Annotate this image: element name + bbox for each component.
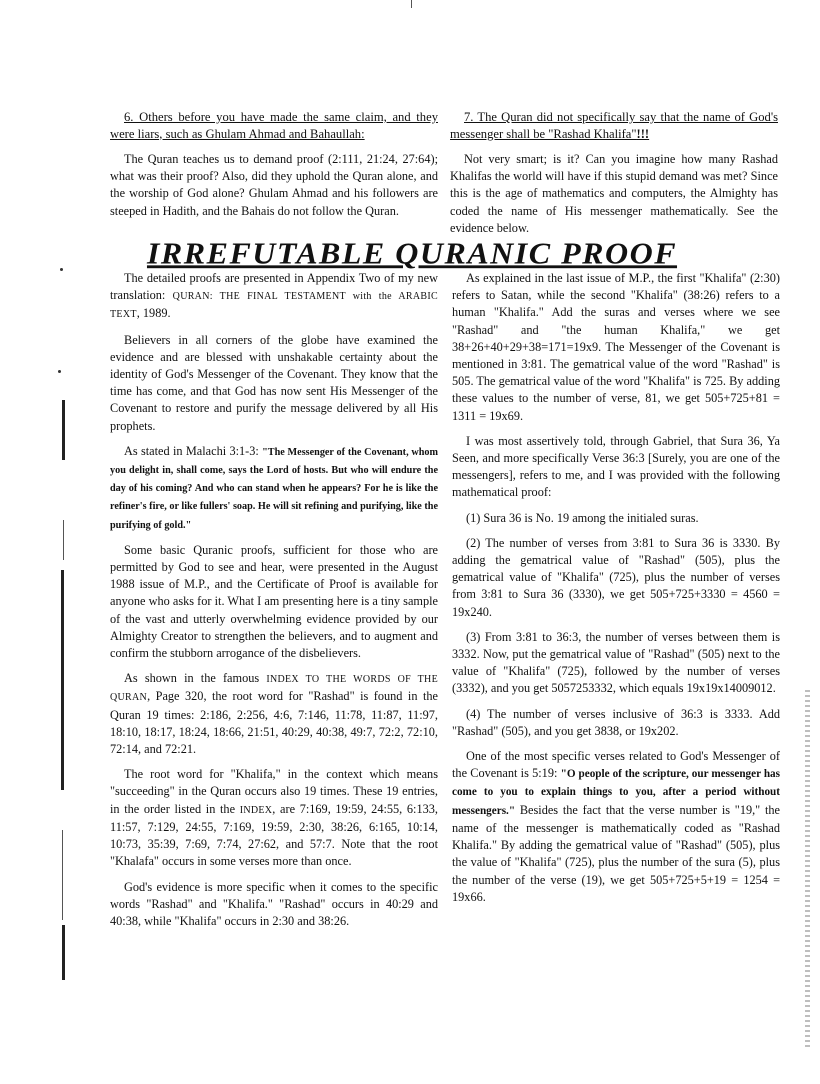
paragraph: God's evidence is more specific when it comes to the specific words "Rashad" and "Khalifa." "Rashad" occurs in 40:29 and 40:38, while "Khalifa" occurs in 2:30 and 38:26. [110, 879, 438, 928]
proof-item-1: (1) Sura 36 is No. 19 among the initialed suras. [466, 510, 699, 525]
scan-edge-mark [62, 830, 63, 920]
paragraph: One of the most specific verses related to God's Messenger of the Covenant is 5:19: "O people of the scripture, our messenger has come to you to explain things to you, after a period without messengers." Besides the fact that the verse number is "19," the name of the messenger is mathematically coded as "Rashad Khalifa." By adding the gematrical value of "Rashad" (505), plus the value of "Khalifa" (725), plus the number of the sura (5), plus the number of the verse (19), we get 505+725+5+19 = 1254 = 19x66. [452, 749, 781, 904]
scan-edge-mark [63, 520, 64, 560]
scan-speck [60, 268, 63, 271]
malachi-quote: "The Messenger of the Covenant, whom you delight in, shall come, says the Lord of hosts. But who will endure the day of his coming? And who can stand when he appears? For he is like the refiner's fire, or like fullers' soap. He will sit refining and purifying, like the purifying of gold." [110, 446, 438, 531]
left-body-column [110, 270, 438, 938]
malachi-paragraph: As stated in Malachi 3:1-3: "The Messenger of the Covenant, whom you delight in, shall come, says the Lord of hosts. But who will endure the day of his coming? And who can stand when he appears? For he is like the refiner's fire, or like fullers' soap. He will sit refining and purifying, like the purifying of gold." [110, 443, 438, 531]
paragraph: I was most assertively told, through Gabriel, that Sura 36, Ya Seen, and more specifically Verse 36:3 [Surely, you are one of the messengers], refers to me, and I was provided with the following mathematical proof: [452, 433, 780, 500]
section-7-heading: 7. The Quran did not specifically say that the name of God's messenger shall be "Rashad Khalifa"!!! [450, 110, 778, 141]
paragraph: Some basic Quranic proofs, sufficient for those who are permitted by God to see and hear, were presented in the August 1988 issue of M.P., and the Certificate of Proof is available for anyone who asks for it. What I am presenting here is a tiny sample of the vast and utterly overwhelming evidence provided by our Almighty Creator to strengthen the believers, and to augment and confirm the stubborn arrogance of the disbelievers. [110, 542, 438, 661]
scan-edge-mark [62, 925, 65, 980]
top-tick-mark [411, 0, 412, 8]
right-top-section [450, 109, 778, 245]
scan-edge-noise [805, 690, 810, 1050]
scan-edge-mark [62, 400, 65, 460]
left-top-section [110, 109, 438, 228]
section-6-heading: 6. Others before you have made the same claim, and they were liars, such as Ghulam Ahmad and Bahaullah: [110, 110, 438, 141]
verse-quote: "O people of the scripture, our messenger has come to you to explain things to you, after a period without messengers." [452, 768, 781, 817]
section-6-paragraph: The Quran teaches us to demand proof (2:111, 21:24, 27:64); what was their proof? Also, did they uphold the Quran alone, and the worship of God alone? Ghulam Ahmad and his followers are steeped in Hadith, and the Bahais do not follow the Quran. [110, 152, 438, 218]
proof-item-4: (4) The number of verses inclusive of 36:3 is 3333. Add "Rashad" (505), and you get 3838, or 19x202. [452, 706, 780, 738]
paragraph: As explained in the last issue of M.P., the first "Khalifa" (2:30) refers to Satan, while the second "Khalifa" (38:26) refers to a human "Khalifa." Add the suras and verses where we see "Rashad" and "the human Khalifa," we get 38+26+40+29+38=171=19x9. The Messenger of the Covenant is mentioned in 3:81. The gematrical value of the word "Rashad" is 505. The gematrical value of the word "Khalifa" is 725. By adding these values to the number of verse, 81, we get 505+725+81 = 1311 = 19x69. [452, 271, 780, 423]
proof-item-2: (2) The number of verses from 3:81 to Sura 36 is 3330. By adding the gematrical value of "Rashad" (505), plus the gematrical value of "Khalifa" (725), plus the number of verses from 3:81 to Sura 36 (3330), we get 505+725+3330 = 4560 = 19x240. [452, 535, 780, 619]
paragraph: The detailed proofs are presented in Appendix Two of my new translation: QURAN: THE FINAL TESTAMENT with the ARABIC TEXT, 1989. [110, 271, 438, 321]
right-body-column [452, 270, 780, 914]
section-7-paragraph: Not very smart; is it? Can you imagine how many Rashad Khalifas the world will have if this stupid demand was met? Since this is the age of mathematics and computers, the Almighty has coded the name of His messenger mathematically. See the evidence below. [450, 152, 778, 235]
paragraph: Believers in all corners of the globe have examined the evidence and are blessed with unshakable certainty about the identity of God's Messenger of the Covenant. They know that the time has come, and that God has now sent His Messenger of the Covenant to restore and purify the message delivered by all His prophets. [110, 332, 438, 433]
scan-edge-mark [61, 570, 64, 790]
scan-speck [58, 370, 61, 373]
proof-item-3: (3) From 3:81 to 36:3, the number of verses between them is 3332. Now, put the gematrical value of "Rashad" (505) next to the value of "Khalifa" (725), followed by the number of verses (3332), and you get 5057253332, which equals 19x19x14009012. [452, 629, 780, 696]
page-title: IRREFUTABLE QURANIC PROOF [146, 235, 678, 271]
khalifa-index-paragraph: The root word for "Khalifa," in the context which means "succeeding" in the Quran occurs also 19 times. These 19 entries, in the order listed in the INDEX, are 7:169, 19:59, 24:55, 6:133, 11:57, 7:129, 24:55, 7:169, 19:59, 2:30, 38:26, 6:165, 10:14, 10:73, 35:39, 7:69, 7:74, 27:62, and 57:7. Note that the root "Khalafa" occurs in some verses more than once. [110, 767, 438, 869]
rashad-index-paragraph: As shown in the famous INDEX TO THE WORDS OF THE QURAN, Page 320, the root word for "Rashad" is found in the Quran 19 times: 2:186, 2:256, 4:6, 7:146, 11:78, 11:87, 11:97, 18:10, 18:17, 18:24, 18:66, 21:51, 40:29, 40:38, 49:7, 72:2, 72:10, 72:14, and 72:21. [110, 671, 438, 757]
